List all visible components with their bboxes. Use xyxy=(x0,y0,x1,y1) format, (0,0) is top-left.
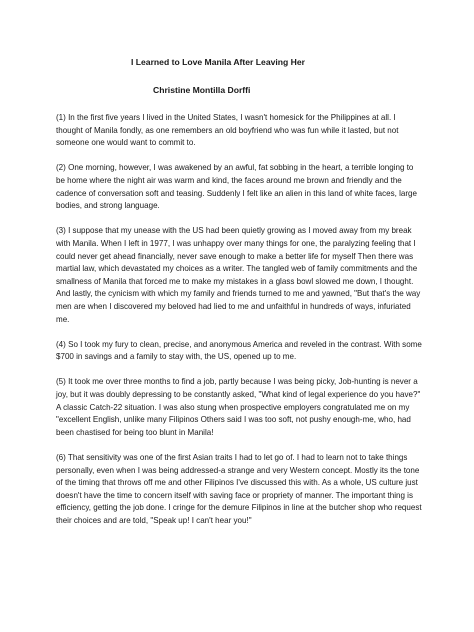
paragraph-6: (6) That sensitivity was one of the first Asian traits I had to let go of. I had to learn not to take things personally, even when I was being addressed-a strange and very Western concept. Mostly its the tone of the timing that throws off me and other Filipinos I've discussed this with. As a whole, US culture just doesn't have the time to concern itself with saving face or propriety of manner. The important thing is efficiency, getting the job done. I cringe for the demure Filipinos in line at the butcher shop who request their choices and are told, "Speak up! I can't hear you!" xyxy=(56,453,422,525)
paragraph-2: (2) One morning, however, I was awakened by an awful, fat sobbing in the heart, a terrible longing to be home where the night air was warm and kind, the faces around me brown and friendly and the cadence of conversation soft and teasing. Suddenly I felt like an alien in this land of white faces, large bodies, and strong language. xyxy=(56,163,417,211)
paragraph-3: (3) I suppose that my unease with the US had been quietly growing as I moved away from my break with Manila. When I left in 1977, I was unhappy over many things for one, the paralyzing feeling that I could never get ahead financially, never save enough to make a better life for myself Then there was martial law, which devastated my choices as a writer. The tangled web of family commitments and the smallness of Manila that forced me to make my mistakes in a glass bowl slowed me down, I thought. And lastly, the cynicism with which my family and friends turned to me and yawned, "But that's the way men are when I discovered my beloved had lied to me and unfaithful in hundreds of ways, infuriated me. xyxy=(56,226,421,324)
document-body xyxy=(56,112,422,540)
paragraph-1: (1) In the first five years I lived in the United States, I wasn't homesick for the Philippines at all. I thought of Manila fondly, as one remembers an old boyfriend who was fun while it lasted, but not someone one would want to commit to. xyxy=(56,113,399,148)
document-title: I Learned to Love Manila After Leaving Her xyxy=(131,57,305,67)
paragraph-5: (5) It took me over three months to find a job, partly because I was being picky, Job-hunting is never a joy, but it was doubly depressing to be constantly asked, "What kind of legal experience do you have?" A classic Catch-22 situation. I was also stung when prospective employers congratulated me on my "excellent English, unlike many Filipinos Others said I was too soft, not pushy enough-me, who, had been chastised for being too blunt in Manila! xyxy=(56,377,421,437)
document-author: Christine Montilla Dorffi xyxy=(153,85,251,95)
paragraph-4: (4) So I took my fury to clean, precise, and anonymous America and reveled in the contrast. With some $700 in savings and a family to stay with, the US, opened up to me. xyxy=(56,339,422,362)
